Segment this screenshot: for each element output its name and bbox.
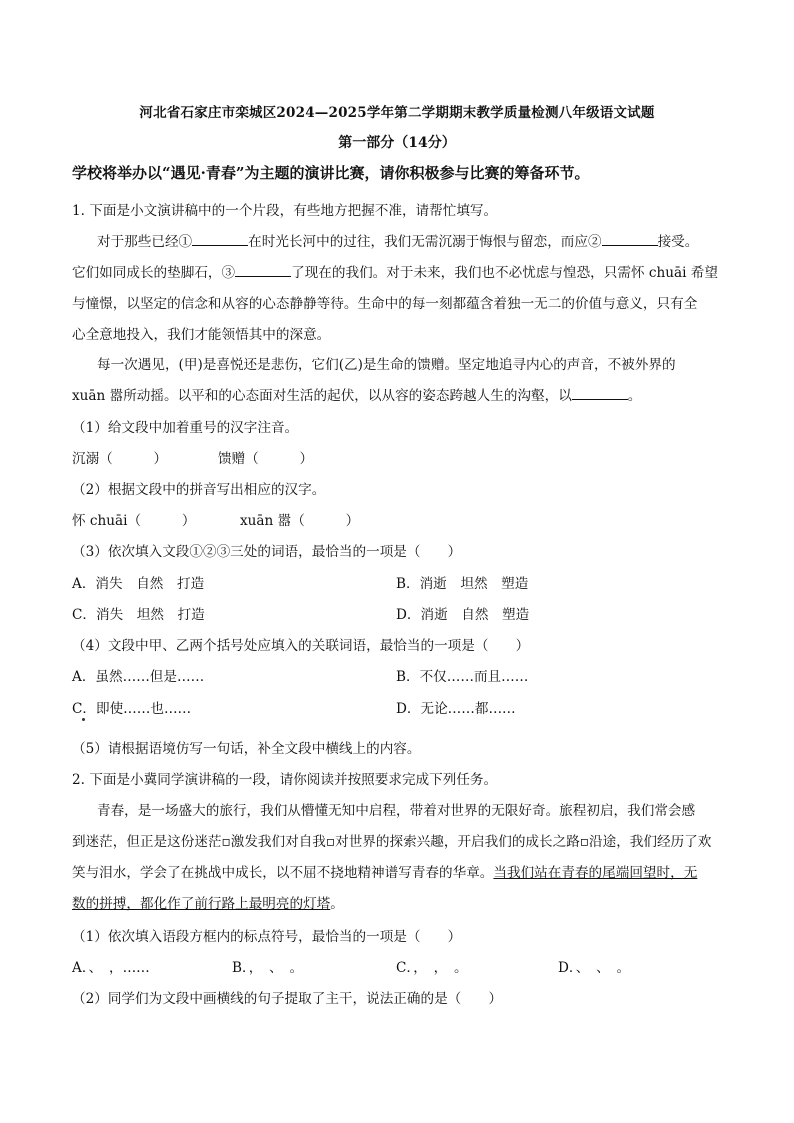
q1-sub2-answer-b[interactable]: xuān 嚣（ ） [240,513,360,529]
part-heading: 第一部分（14分） [338,135,456,151]
q1-sub3-option-c[interactable]: C．消失 坦然 打造 [72,607,205,623]
q1-sub1-answer-b[interactable]: 馈赠（ ） [218,451,314,467]
q2-sub1-option-b[interactable]: B．， 、 。 [232,960,304,976]
q2-paragraph-line [72,892,732,912]
q1-sub5-prompt: （5）请根据语境仿写一句话，补全文段中横线上的内容。 [72,741,421,757]
answer-blank-4[interactable] [572,386,628,400]
q1-stem: 1. 下面是小文演讲稿中的一个片段，有些地方把握不准，请帮忙填写。 [72,203,498,219]
q2-sub1-option-d[interactable]: D．、 、 。 [558,960,631,976]
q1-sub3-option-d[interactable]: D．消逝 自然 塑造 [396,607,530,623]
q1-sub4-option-c[interactable]: C．即使……也…… [72,701,192,717]
q1-paragraph-line [97,230,757,250]
q2-text: 。 [330,896,344,912]
q2-paragraph-line [72,861,732,881]
q2-sub1-option-c[interactable]: C．， ， 。 [396,960,468,976]
q2-sub2-prompt: （2）同学们为文段中画横线的句子提取了主干，说法正确的是（ ） [72,991,503,1007]
q1-paragraph-line [72,261,732,281]
exam-title: 河北省石家庄市栾城区2024—2025学年第二学期期末教学质量检测八年级语文试题 [139,105,655,121]
q2-underlined-sentence: 当我们站在青春的尾端回望时，无 [493,865,698,881]
q1-sub3-option-a[interactable]: A．消失 自然 打造 [72,576,205,592]
q2-text: 笑与泪水，学会了在挑战中成长，以不屈不挠地精神谱写青春的华章。 [72,865,494,881]
q1-text: 。 [627,388,642,404]
stray-dot [82,718,85,721]
q2-stem: 2. 下面是小冀同学演讲稿的一段，请你阅读并按照要求完成下列任务。 [72,772,498,788]
q1-paragraph-line: 每一次遇见，(甲)是喜悦还是悲伤，它们(乙)是生命的馈赠。坚定地追寻内心的声音，不被外界的 [97,357,676,373]
q1-paragraph-line [72,384,732,404]
q1-text: xuān 嚣所动摇。以平和的心态面对生活的起伏，以从容的姿态跨越人生的沟壑，以 [72,388,572,404]
q1-sub1-answer-a[interactable]: 沉溺（ ） [72,451,168,467]
q1-sub3-option-b[interactable]: B．消逝 坦然 塑造 [396,576,529,592]
q1-sub2-prompt: （2）根据文段中的拼音写出相应的汉字。 [72,482,326,498]
q2-underlined-sentence: 数的拼搏，都化作了前行路上最明亮的灯塔 [72,896,331,912]
q1-sub4-prompt: （4）文段中甲、乙两个括号处应填入的关联词语，最恰当的一项是（ ） [72,638,530,654]
section-intro: 学校将举办以“遇见·青春”为主题的演讲比赛，请你积极参与比赛的筹备环节。 [72,164,590,182]
q2-sub1-prompt: （1）依次填入语段方框内的标点符号，最恰当的一项是（ ） [72,929,462,945]
q2-paragraph-line: 到迷茫，但正是这份迷茫▫激发我们对自我▫对世界的探索兴趣，开启我们的成长之路▫沿途，我们经历了欢 [72,834,712,850]
answer-blank-1[interactable] [192,232,248,246]
answer-blank-2[interactable] [602,232,658,246]
q1-sub4-option-b[interactable]: B．不仅……而且…… [396,669,529,685]
q1-text: 了现在的我们。对于未来，我们也不必忧虑与惶恐，只需怀 chuāi 希望 [291,265,718,281]
q1-text: 它们如同成长的垫脚石，③ [72,265,236,281]
q1-sub1-prompt: （1）给文段中加着重号的汉字注音。 [72,420,299,436]
q1-paragraph-line: 心全意地投入，我们才能领悟其中的深意。 [72,327,331,343]
q1-sub3-prompt: （3）依次填入文段①②③三处的词语，最恰当的一项是（ ） [72,544,462,560]
q2-sub1-option-a[interactable]: A．、 ，…… [72,960,150,976]
q2-paragraph-line: 青春，是一场盛大的旅行，我们从懵懂无知中启程，带着对世界的无限好奇。旅程初启，我们常会感 [97,803,696,819]
answer-blank-3[interactable] [235,263,291,277]
q1-sub4-option-d[interactable]: D．无论……都…… [396,701,516,717]
q1-sub2-answer-a[interactable]: 怀 chuāi（ ） [72,513,196,529]
q1-sub4-option-a[interactable]: A．虽然……但是…… [72,669,205,685]
q1-text: 在时光长河中的过往，我们无需沉溺于悔恨与留恋，而应② [248,234,602,250]
q1-paragraph-line: 与憧憬，以坚定的信念和从容的心态静静等待。生命中的每一刻都蕴含着独一无二的价值与意义，只有全 [72,296,698,312]
q1-text: 接受。 [657,234,699,250]
q1-text: 对于那些已经① [97,234,193,250]
